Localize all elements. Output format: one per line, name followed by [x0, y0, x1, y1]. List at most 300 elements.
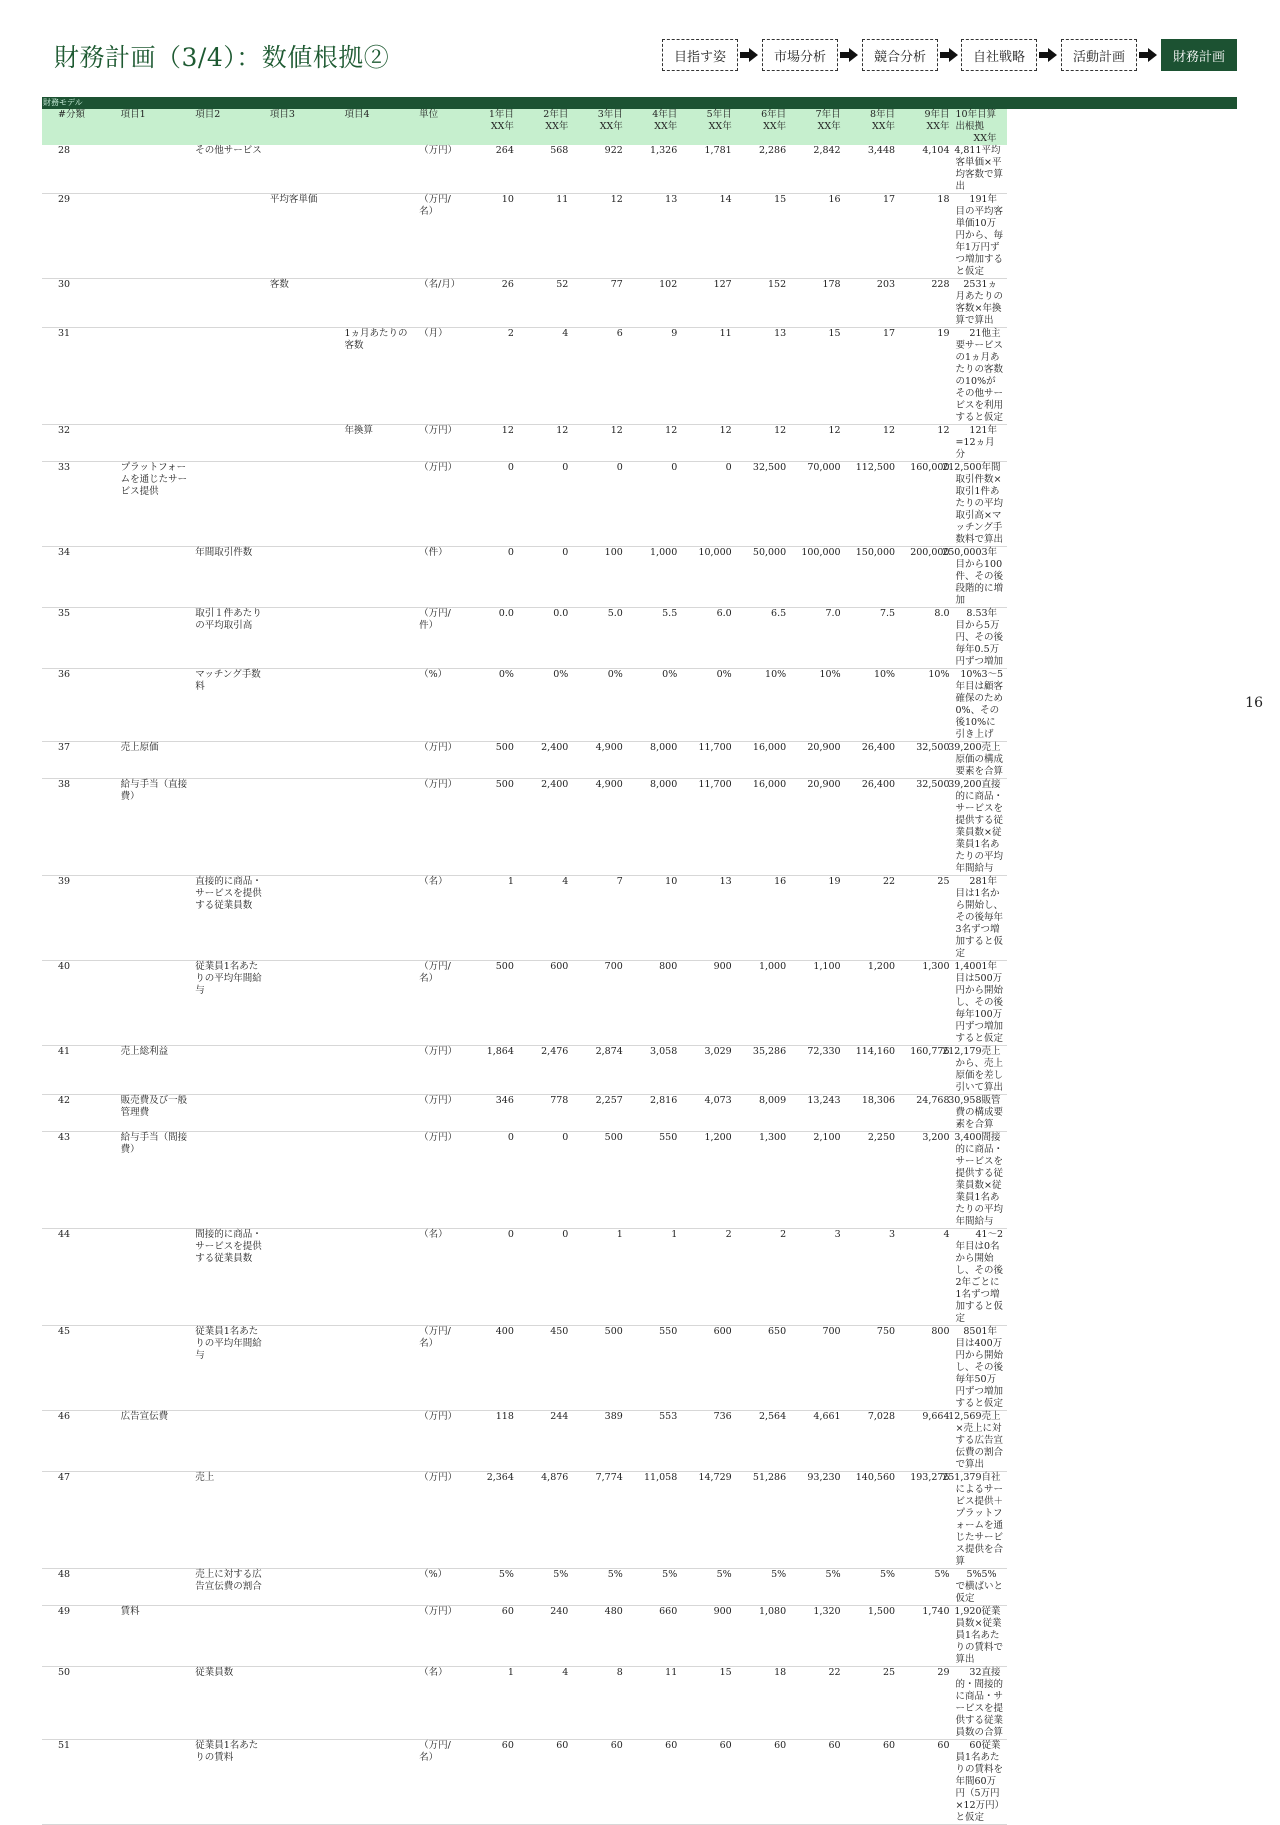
row-year-value: 5%: [462, 1569, 516, 1606]
row-year-value: 2,476: [517, 1046, 571, 1095]
arrow-right-icon: [1139, 48, 1157, 62]
row-number: 41: [42, 1046, 118, 1095]
row-year-value: 70,000: [789, 462, 843, 547]
row-basis: 1年=12ヵ月分: [955, 425, 998, 460]
row-item1: [118, 1667, 193, 1740]
flow-step-company-strategy[interactable]: 自社戦略: [961, 39, 1037, 71]
row-year-value: 20,900: [789, 742, 843, 779]
table-row: [42, 328, 1237, 425]
col-header-year: 1年目 XX年: [462, 109, 516, 145]
row-item1: [118, 279, 193, 328]
row-year10-and-basis: [953, 669, 1007, 742]
row-item3: [267, 1472, 342, 1569]
row-year-value: 77: [571, 279, 625, 328]
row-year10-and-basis: [948, 1411, 1007, 1472]
row-year-value: 29: [898, 1667, 952, 1740]
row-item1: [118, 876, 193, 961]
row-item2: マッチング手数料: [192, 669, 267, 742]
row-unit: （万円/件）: [416, 608, 462, 669]
table-row: [42, 961, 1237, 1046]
row-year-value: 750: [844, 1326, 898, 1411]
row-item2: その他サービス: [192, 145, 267, 194]
row-year-value: 4,104: [898, 145, 952, 194]
row-item3: [267, 1229, 342, 1326]
row-year-value: 13: [735, 328, 789, 425]
row-year-value: 600: [680, 1326, 734, 1411]
row-year-value: 32,500: [735, 462, 789, 547]
row-year-value: 60: [571, 1740, 625, 1825]
row-number: 49: [42, 1606, 118, 1667]
row-year-value: 12: [735, 425, 789, 462]
col-header-year: 6年目 XX年: [735, 109, 789, 145]
row-year-value: 24,768: [898, 1095, 952, 1132]
table-row: [42, 1606, 1237, 1667]
row-item4: [341, 547, 416, 608]
row-year-value: 3: [844, 1229, 898, 1326]
row-year-value: 389: [571, 1411, 625, 1472]
row-basis: 5%で横ばいと仮定: [955, 1569, 1004, 1604]
row-basis: 間接的に商品・サービスを提供する従業員数×従業員1名あたりの平均年間給与: [955, 1132, 1004, 1227]
row-basis: 3～5年目は顧客確保のため0%、その後10%に引き上げ: [955, 669, 1004, 740]
row-year-value: 203: [844, 279, 898, 328]
row-item4: [341, 742, 416, 779]
row-year-value: 1,326: [626, 145, 680, 194]
row-year-value: 4: [517, 876, 571, 961]
row-item3: [267, 876, 342, 961]
row-year10-and-basis: [953, 145, 1007, 194]
row-item3: [267, 547, 342, 608]
row-item2: 年間取引件数: [192, 547, 267, 608]
row-item1: [118, 425, 193, 462]
row-year-value: 700: [571, 961, 625, 1046]
row-year-value: 0.0: [462, 608, 516, 669]
row-item4: [341, 1606, 416, 1667]
row-basis: 1～2年目は0名から開始し、その後2年ごとに1名ずつ増加すると仮定: [955, 1229, 1004, 1324]
row-item1: [118, 1229, 193, 1326]
row-year-value: 11: [626, 1667, 680, 1740]
row-year-value: 2,816: [626, 1095, 680, 1132]
row-item4: [341, 194, 416, 279]
row-item3: 平均客単価: [267, 194, 342, 279]
row-year-value: 450: [517, 1326, 571, 1411]
row-year-value: 1,500: [844, 1606, 898, 1667]
row-item4: [341, 1667, 416, 1740]
flow-step-market-analysis[interactable]: 市場分析: [762, 39, 838, 71]
table-row: [42, 1472, 1237, 1569]
row-year-value: 900: [680, 961, 734, 1046]
row-item1: [118, 669, 193, 742]
row-item3: [267, 1132, 342, 1229]
row-year-value: 16: [735, 876, 789, 961]
row-year-value: 26,400: [844, 779, 898, 876]
row-year-value: 19: [969, 194, 982, 205]
row-year-value: 9,664: [898, 1411, 952, 1472]
row-year-value: 4,900: [571, 742, 625, 779]
row-year-value: 240: [517, 1606, 571, 1667]
row-number: 47: [42, 1472, 118, 1569]
row-year-value: 1,300: [735, 1132, 789, 1229]
row-year-value: 21: [969, 328, 982, 339]
row-year-value: 14,729: [680, 1472, 734, 1569]
row-year-value: 2,257: [571, 1095, 625, 1132]
row-item3: [267, 1569, 342, 1606]
row-number: 28: [42, 145, 118, 194]
row-item4: [341, 279, 416, 328]
flow-step-activity-plan[interactable]: 活動計画: [1061, 39, 1137, 71]
row-year-value: 900: [680, 1606, 734, 1667]
row-basis: 従業員数×従業員1名あたりの賃料で算出: [955, 1606, 1004, 1665]
row-basis: 売上原価の構成要素を合算: [955, 742, 1004, 777]
row-year-value: 2,842: [789, 145, 843, 194]
row-year-value: 550: [626, 1326, 680, 1411]
row-item4: [341, 1132, 416, 1229]
row-item1: プラットフォームを通じたサービス提供: [118, 462, 193, 547]
row-year-value: 28: [969, 876, 982, 887]
row-year-value: 11: [517, 194, 571, 279]
row-year10-and-basis: [953, 1569, 1007, 1606]
row-year-value: 7.0: [789, 608, 843, 669]
arrow-right-icon: [940, 48, 958, 62]
row-year-value: 228: [898, 279, 952, 328]
row-year10-and-basis: [942, 1046, 1007, 1095]
row-year-value: 35,286: [735, 1046, 789, 1095]
row-year10-and-basis: [953, 279, 1007, 328]
row-number: 48: [42, 1569, 118, 1606]
row-unit: （名）: [416, 1667, 462, 1740]
row-basis: 1年目は1名から開始し、その後毎年3名ずつ増加すると仮定: [955, 876, 1004, 959]
row-year10-and-basis: [953, 1326, 1007, 1411]
row-year-value: 140,560: [844, 1472, 898, 1569]
row-year-value: 250,000: [942, 547, 982, 558]
row-number: 30: [42, 279, 118, 328]
row-item1: 売上総利益: [118, 1046, 193, 1095]
row-year-value: 5%: [966, 1569, 982, 1580]
table-body: [42, 145, 1237, 1825]
row-year-value: 500: [462, 742, 516, 779]
row-year-value: 12: [680, 425, 734, 462]
row-year-value: 2,250: [844, 1132, 898, 1229]
col-header-num: #分類: [42, 109, 118, 145]
row-year-value: 922: [571, 145, 625, 194]
row-year-value: 4: [517, 328, 571, 425]
row-unit: （万円）: [416, 1606, 462, 1667]
row-item3: [267, 961, 342, 1046]
table-row: [42, 742, 1237, 779]
row-item2: 売上: [192, 1472, 267, 1569]
row-unit: （万円）: [416, 145, 462, 194]
row-year-value: 12: [571, 194, 625, 279]
row-year-value: 500: [571, 1326, 625, 1411]
row-year-value: 0: [571, 462, 625, 547]
table-row: [42, 608, 1237, 669]
row-year-value: 60: [789, 1740, 843, 1825]
flow-step-competitor-analysis[interactable]: 競合分析: [862, 39, 938, 71]
row-item2: 従業員数: [192, 1667, 267, 1740]
row-number: 46: [42, 1411, 118, 1472]
row-year-value: 0%: [462, 669, 516, 742]
row-unit: （万円）: [416, 1472, 462, 1569]
row-unit: （万円）: [416, 462, 462, 547]
col-header-year: 9年目 XX年: [898, 109, 952, 145]
row-year-value: 0%: [517, 669, 571, 742]
row-year-value: 778: [517, 1095, 571, 1132]
row-year-value: 1: [462, 876, 516, 961]
row-year-value: 553: [626, 1411, 680, 1472]
row-unit: （万円/名）: [416, 194, 462, 279]
table-row: [42, 1326, 1237, 1411]
row-unit: （万円）: [416, 1095, 462, 1132]
row-year10-and-basis: [953, 1606, 1007, 1667]
row-unit: （名）: [416, 1229, 462, 1326]
row-item4: [341, 608, 416, 669]
page-number: 16: [1245, 695, 1263, 711]
row-year-value: 1,300: [898, 961, 952, 1046]
row-year-value: 4: [517, 1667, 571, 1740]
row-year-value: 500: [462, 961, 516, 1046]
row-basis: 直接的に商品・サービスを提供する従業員数×従業員1名あたりの平均年間給与: [955, 779, 1004, 874]
row-year-value: 10: [626, 876, 680, 961]
row-year-value: 2,564: [735, 1411, 789, 1472]
row-year-value: 0: [462, 1229, 516, 1326]
row-unit: （万円）: [416, 742, 462, 779]
table-row: [42, 547, 1237, 608]
row-item1: [118, 608, 193, 669]
row-item4: [341, 779, 416, 876]
row-year10-and-basis: [953, 876, 1007, 961]
row-year-value: 10%: [898, 669, 952, 742]
row-item3: [267, 145, 342, 194]
row-number: 35: [42, 608, 118, 669]
row-year-value: 10%: [960, 669, 982, 680]
row-year-value: 212,500: [942, 462, 982, 473]
row-basis: 3年目から5万円、その後毎年0.5万円ずつ増加: [955, 608, 1004, 667]
row-year-value: 1,781: [680, 145, 734, 194]
row-year-value: 1: [571, 1229, 625, 1326]
row-year-value: 17: [844, 194, 898, 279]
row-basis: 1年目は500万円から開始し、その後毎年100万円ずつ増加すると仮定: [955, 961, 1004, 1044]
row-unit: （万円/名）: [416, 1740, 462, 1825]
row-item2: [192, 1046, 267, 1095]
row-year-value: 11,700: [680, 779, 734, 876]
table-row: [42, 779, 1237, 876]
row-item4: [341, 1569, 416, 1606]
row-item4: [341, 669, 416, 742]
row-year-value: 5%: [626, 1569, 680, 1606]
sheet-label: 財務モデル: [42, 97, 1237, 109]
table-row: [42, 1095, 1237, 1132]
row-year-value: 1: [626, 1229, 680, 1326]
row-year-value: 4,811: [954, 145, 982, 156]
row-year-value: 1,920: [954, 1606, 982, 1617]
flow-step-financial-plan[interactable]: 財務計画: [1161, 39, 1237, 71]
table-row: [42, 1046, 1237, 1095]
row-year-value: 12: [462, 425, 516, 462]
row-item2: [192, 328, 267, 425]
row-year-value: 60: [462, 1606, 516, 1667]
row-year-value: 736: [680, 1411, 734, 1472]
row-item3: [267, 1606, 342, 1667]
row-basis: 3年目から100件、その後段階的に増加: [955, 547, 1004, 606]
row-year-value: 0: [517, 1229, 571, 1326]
col-header-item4: 項目4: [341, 109, 416, 145]
row-item3: [267, 1326, 342, 1411]
row-year-value: 1,000: [735, 961, 789, 1046]
row-year-value: 5%: [898, 1569, 952, 1606]
row-item2: [192, 462, 267, 547]
row-year-value: 16,000: [735, 779, 789, 876]
row-year10-and-basis: [942, 547, 1007, 608]
row-year-value: 600: [517, 961, 571, 1046]
row-item2: [192, 742, 267, 779]
row-year-value: 30,958: [948, 1095, 982, 1106]
table-row: [42, 1411, 1237, 1472]
row-year-value: 60: [517, 1740, 571, 1825]
row-year-value: 1,400: [954, 961, 982, 972]
row-unit: （万円）: [416, 779, 462, 876]
row-item1: 販売費及び一般管理費: [118, 1095, 193, 1132]
row-year-value: 150,000: [844, 547, 898, 608]
row-number: 31: [42, 328, 118, 425]
row-year-value: 22: [844, 876, 898, 961]
row-year-value: 0: [462, 547, 516, 608]
col-header-year: 3年目 XX年: [571, 109, 625, 145]
row-item4: [341, 876, 416, 961]
financial-model-table: [42, 109, 1237, 1825]
flow-step-vision[interactable]: 目指す姿: [662, 39, 738, 71]
row-year-value: 8.0: [898, 608, 952, 669]
row-year-value: 114,160: [844, 1046, 898, 1095]
row-basis: 1年目は400万円から開始し、その後毎年50万円ずつ増加すると仮定: [955, 1326, 1004, 1409]
row-year-value: 5%: [680, 1569, 734, 1606]
row-year-value: 12: [898, 425, 952, 462]
row-unit: （件）: [416, 547, 462, 608]
row-year-value: 2,400: [517, 779, 571, 876]
row-year-value: 22: [789, 1667, 843, 1740]
row-year-value: 10%: [789, 669, 843, 742]
row-year-value: 60: [680, 1740, 734, 1825]
row-year-value: 13: [626, 194, 680, 279]
row-item3: [267, 1740, 342, 1825]
row-item4: [341, 1229, 416, 1326]
row-year-value: 200,000: [898, 547, 952, 608]
row-year-value: 10,000: [680, 547, 734, 608]
row-year-value: 17: [844, 328, 898, 425]
row-year-value: 700: [789, 1326, 843, 1411]
arrow-right-icon: [740, 48, 758, 62]
arrow-right-icon: [1039, 48, 1057, 62]
row-item1: [118, 961, 193, 1046]
row-year-value: 0: [626, 462, 680, 547]
row-year-value: 9: [626, 328, 680, 425]
row-year-value: 26,400: [844, 742, 898, 779]
row-year-value: 15: [789, 328, 843, 425]
row-unit: （万円）: [416, 1046, 462, 1095]
row-item4: [341, 1095, 416, 1132]
row-number: 45: [42, 1326, 118, 1411]
row-year-value: 5.5: [626, 608, 680, 669]
col-header-item2: 項目2: [192, 109, 267, 145]
row-year-value: 60: [735, 1740, 789, 1825]
row-basis: 直接的・間接的に商品・サービスを提供する従業員数の合算: [955, 1667, 1004, 1738]
row-number: 43: [42, 1132, 118, 1229]
row-unit: （名/月）: [416, 279, 462, 328]
row-item2: [192, 425, 267, 462]
row-year-value: 100: [571, 547, 625, 608]
row-year-value: 19: [898, 328, 952, 425]
row-year-value: 19: [789, 876, 843, 961]
row-item2: [192, 1132, 267, 1229]
row-year-value: 60: [626, 1740, 680, 1825]
row-year-value: 660: [626, 1606, 680, 1667]
row-number: 29: [42, 194, 118, 279]
row-basis: 他主要サービスの1ヵ月あたりの客数の10%がその他サービスを利用すると仮定: [955, 328, 1004, 423]
table-row: [42, 279, 1237, 328]
row-year-value: 480: [571, 1606, 625, 1667]
row-year-value: 39,200: [948, 779, 982, 790]
row-unit: （%）: [416, 669, 462, 742]
row-item1: 給与手当（間接費）: [118, 1132, 193, 1229]
row-item4: [341, 1740, 416, 1825]
row-year-value: 16: [789, 194, 843, 279]
row-item4: [341, 1046, 416, 1095]
row-year-value: 346: [462, 1095, 516, 1132]
row-year-value: 11,700: [680, 742, 734, 779]
row-year-value: 152: [735, 279, 789, 328]
row-year10-and-basis: [942, 1472, 1007, 1569]
row-year-value: 0: [517, 547, 571, 608]
row-item3: [267, 328, 342, 425]
row-year10-and-basis: [953, 194, 1007, 279]
row-year10-and-basis: [953, 425, 1007, 462]
row-item1: [118, 1569, 193, 1606]
table-row: [42, 145, 1237, 194]
row-year-value: 800: [626, 961, 680, 1046]
row-year-value: 568: [517, 145, 571, 194]
row-year-value: 4,073: [680, 1095, 734, 1132]
row-year-value: 0: [462, 1132, 516, 1229]
row-item3: [267, 779, 342, 876]
row-year-value: 60: [462, 1740, 516, 1825]
row-year-value: 0%: [680, 669, 734, 742]
row-year-value: 1: [462, 1667, 516, 1740]
row-basis: 平均客単価×平均客数で算出: [955, 145, 1004, 192]
row-year-value: 15: [735, 194, 789, 279]
row-year-value: 3,200: [898, 1132, 952, 1229]
row-year-value: 11,058: [626, 1472, 680, 1569]
row-year-value: 7,028: [844, 1411, 898, 1472]
row-year-value: 18: [898, 194, 952, 279]
row-year10-and-basis: [953, 1740, 1007, 1825]
row-year-value: 160,776: [898, 1046, 952, 1095]
row-item1: 給与手当（直接費）: [118, 779, 193, 876]
row-year-value: 500: [571, 1132, 625, 1229]
row-number: 44: [42, 1229, 118, 1326]
row-year-value: 7,774: [571, 1472, 625, 1569]
row-year-value: 650: [735, 1326, 789, 1411]
row-item2: 売上に対する広告宣伝費の割合: [192, 1569, 267, 1606]
row-year-value: 0: [517, 1132, 571, 1229]
row-year-value: 39,200: [948, 742, 982, 753]
row-item3: [267, 608, 342, 669]
row-number: 36: [42, 669, 118, 742]
row-unit: （万円/名）: [416, 961, 462, 1046]
row-year-value: 1,864: [462, 1046, 516, 1095]
row-year-value: 7.5: [844, 608, 898, 669]
row-year10-and-basis: [942, 462, 1007, 547]
row-item2: 従業員1名あたりの平均年間給与: [192, 1326, 267, 1411]
row-item1: [118, 1472, 193, 1569]
row-year10-and-basis: [948, 779, 1007, 876]
